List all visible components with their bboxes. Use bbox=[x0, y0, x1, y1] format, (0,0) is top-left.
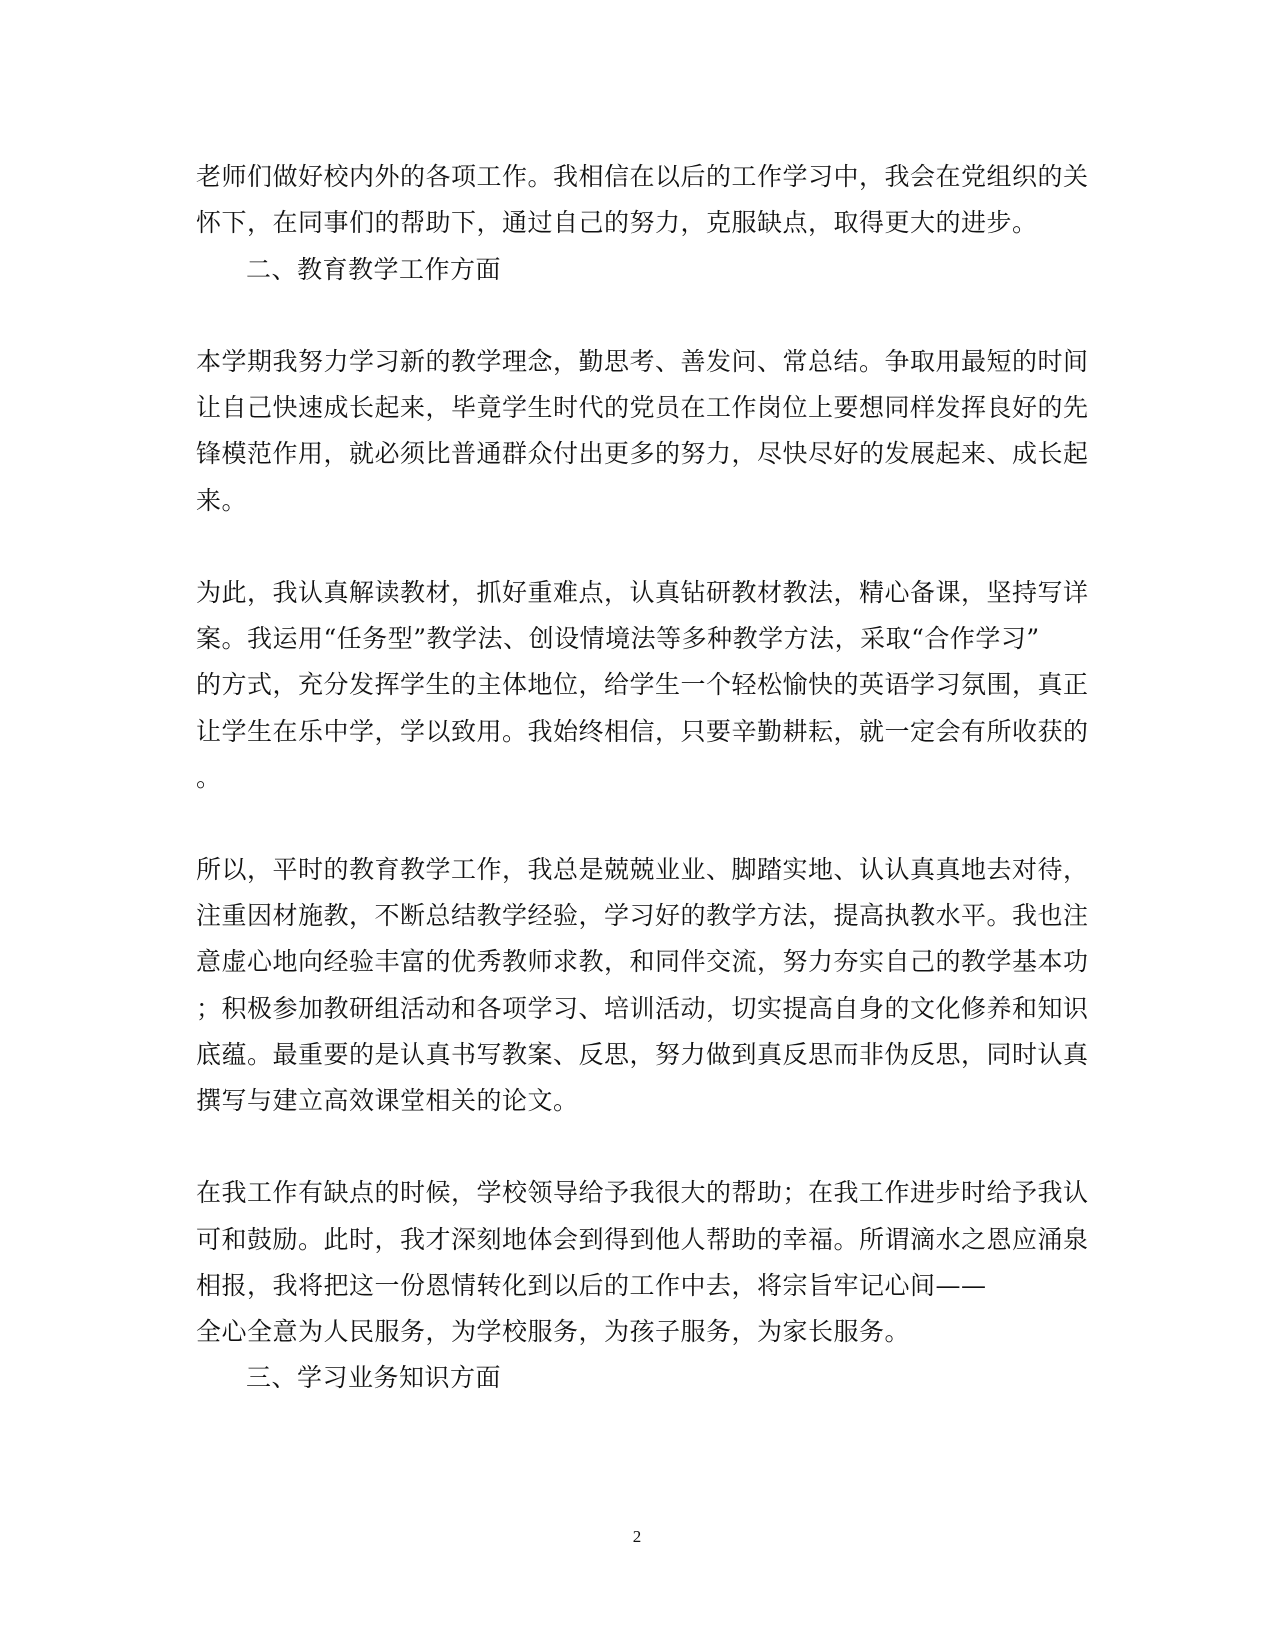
section-heading: 二、教育教学工作方面 bbox=[246, 255, 502, 284]
text-line: 相报，我将把这一份恩情转化到以后的工作中去，将宗旨牢记心间—— bbox=[196, 1271, 987, 1300]
text-line: 注重因材施教，不断总结教学经验，学习好的教学方法，提高执教水平。我也注 bbox=[196, 901, 1089, 930]
text-line: 为此，我认真解读教材，抓好重难点，认真钻研教材教法，精心备课，坚持写详 bbox=[196, 578, 1089, 607]
section-heading: 三、学习业务知识方面 bbox=[246, 1363, 502, 1392]
text-line: 让学生在乐中学，学以致用。我始终相信，只要辛勤耕耘，就一定会有所收获的 bbox=[196, 717, 1089, 746]
text-line: 在我工作有缺点的时候，学校领导给予我很大的帮助；在我工作进步时给予我认 bbox=[196, 1178, 1089, 1207]
text-line: 全心全意为人民服务，为学校服务，为孩子服务，为家长服务。 bbox=[196, 1317, 911, 1346]
text-line: 底蕴。最重要的是认真书写教案、反思，努力做到真反思而非伪反思，同时认真 bbox=[196, 1040, 1089, 1069]
text-line: 的方式，充分发挥学生的主体地位，给学生一个轻松愉快的英语学习氛围，真正 bbox=[196, 670, 1089, 699]
text-line: 让自己快速成长起来，毕竟学生时代的党员在工作岗位上要想同样发挥良好的先 bbox=[196, 393, 1089, 422]
text-line: ；积极参加教研组活动和各项学习、培训活动，切实提高自身的文化修养和知识 bbox=[196, 994, 1089, 1023]
text-line: 可和鼓励。此时，我才深刻地体会到得到他人帮助的幸福。所谓滴水之恩应涌泉 bbox=[196, 1225, 1089, 1254]
text-line: 来。 bbox=[196, 486, 248, 515]
text-line: 撰写与建立高效课堂相关的论文。 bbox=[196, 1086, 579, 1115]
text-line: 老师们做好校内外的各项工作。我相信在以后的工作学习中，我会在党组织的关 bbox=[196, 162, 1089, 191]
text-line: 。 bbox=[196, 763, 222, 792]
text-line: 意虚心地向经验丰富的优秀教师求教，和同伴交流，努力夯实自己的教学基本功 bbox=[196, 947, 1089, 976]
page-number: 2 bbox=[632, 1527, 642, 1546]
text-line: 案。我运用“任务型”教学法、创设情境法等多种教学方法，采取“合作学习” bbox=[196, 624, 1040, 653]
text-line: 锋模范作用，就必须比普通群众付出更多的努力，尽快尽好的发展起来、成长起 bbox=[196, 439, 1089, 468]
text-line: 怀下，在同事们的帮助下，通过自己的努力，克服缺点，取得更大的进步。 bbox=[196, 208, 1038, 237]
text-line: 本学期我努力学习新的教学理念，勤思考、善发问、常总结。争取用最短的时间 bbox=[196, 347, 1089, 376]
text-line: 所以，平时的教育教学工作，我总是兢兢业业、脚踏实地、认认真真地去对待， bbox=[196, 855, 1089, 884]
